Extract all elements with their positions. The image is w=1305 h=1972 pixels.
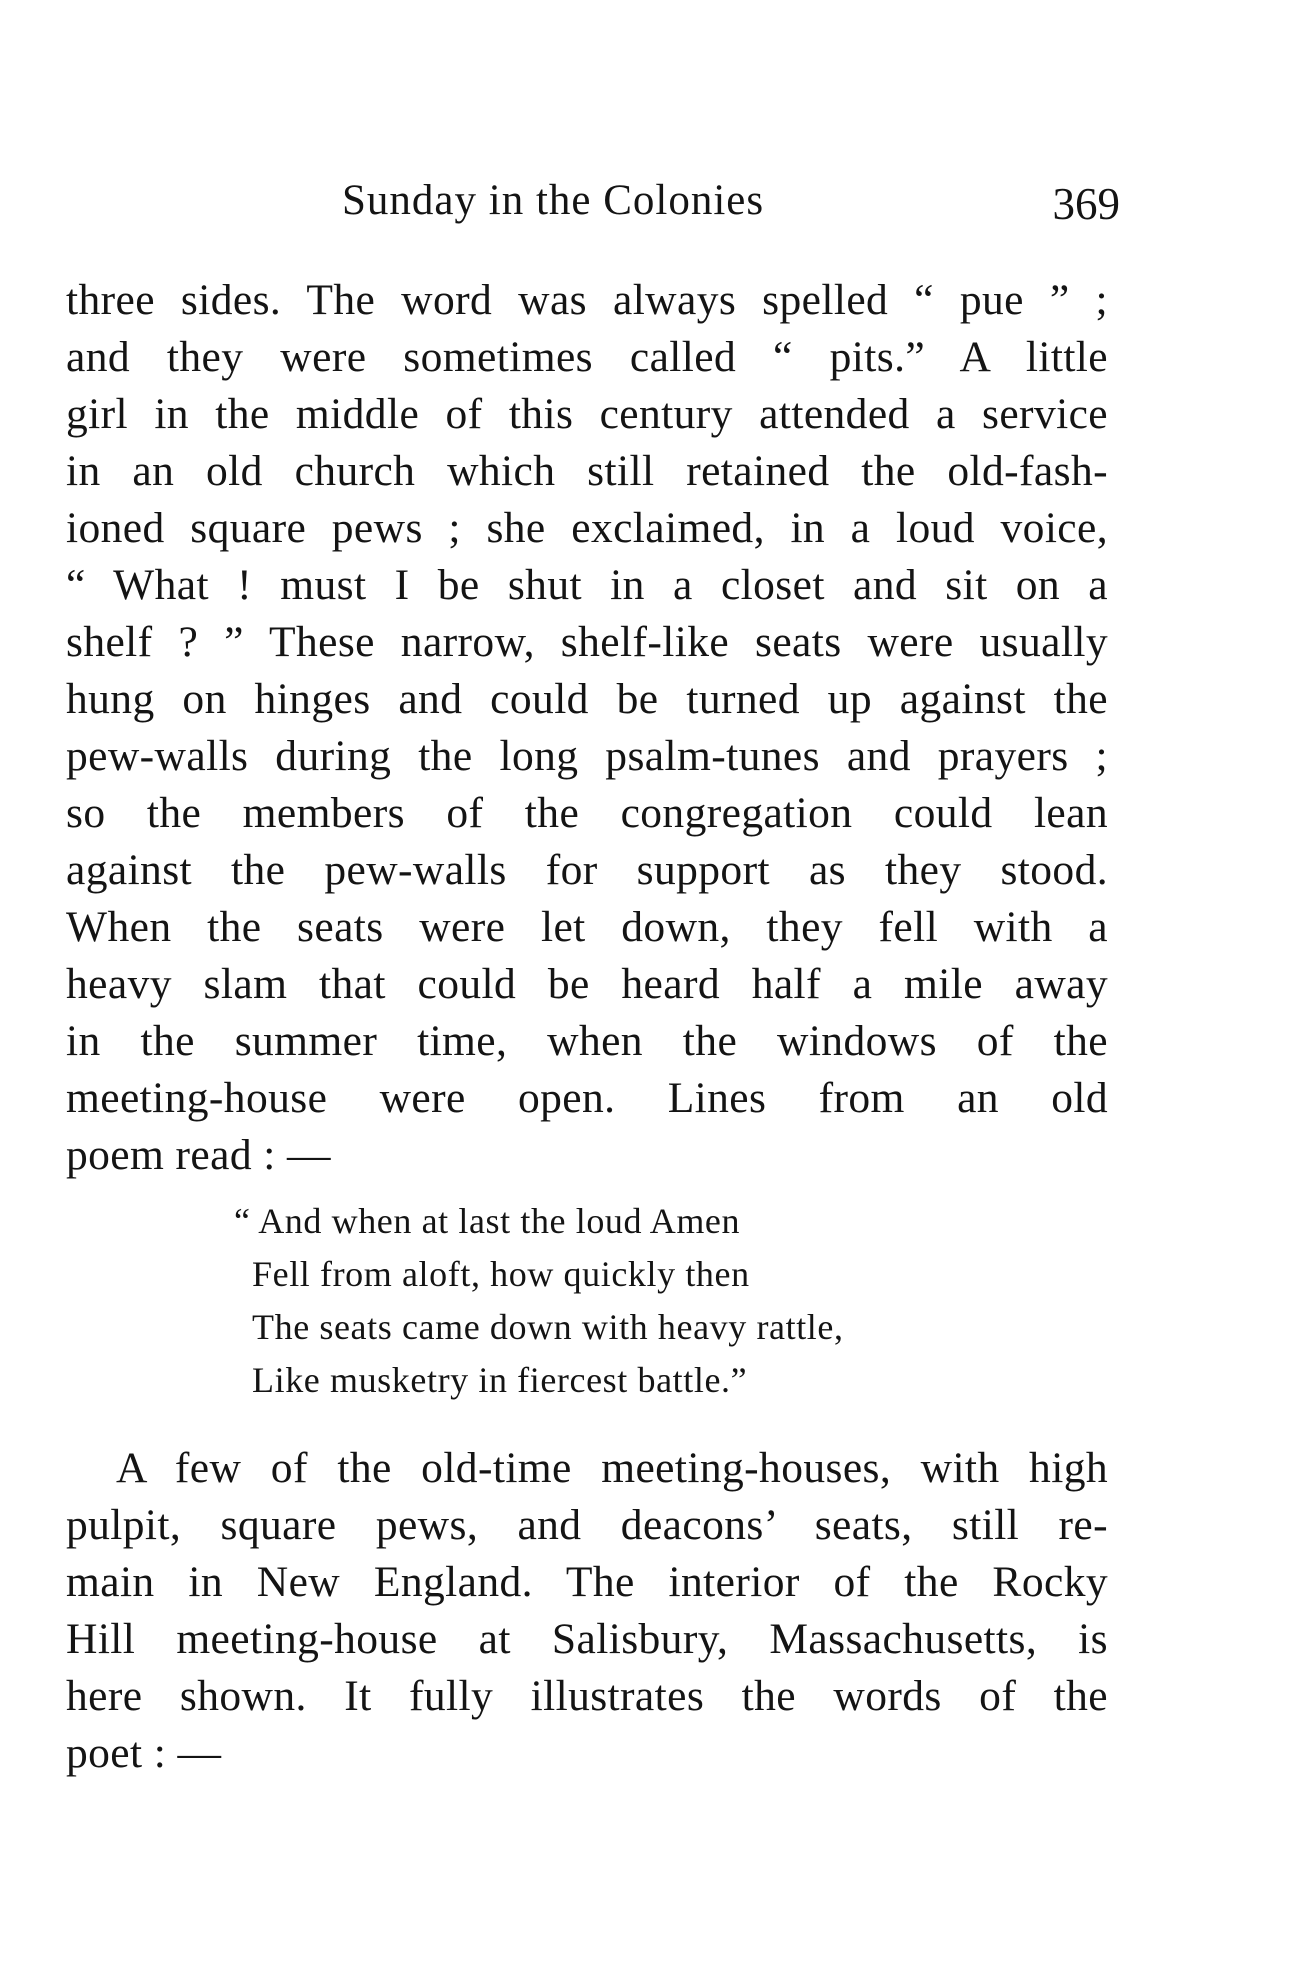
verse-line: “ And when at last the loud Amen xyxy=(234,1201,741,1241)
verse-quotation xyxy=(234,1195,972,1407)
text-line: here shown. It fully illustrates the words of the xyxy=(66,1672,1108,1720)
text-line: girl in the middle of this century attended a service xyxy=(66,390,1108,438)
text-line: heavy slam that could be heard half a mile away xyxy=(66,960,1108,1008)
text-line: and they were sometimes called “ pits.” A little xyxy=(66,333,1108,381)
text-line: “ What ! must I be shut in a closet and sit on a xyxy=(66,561,1108,609)
running-title: Sunday in the Colonies xyxy=(342,177,765,224)
paragraph-1 xyxy=(66,272,1108,1184)
text-line: ioned square pews ; she exclaimed, in a loud voice, xyxy=(66,504,1108,552)
paragraph-2 xyxy=(66,1440,1108,1782)
text-line: poet : — xyxy=(66,1729,222,1777)
text-line: in an old church which still retained the old-fash- xyxy=(66,447,1108,495)
text-line: When the seats were let down, they fell with a xyxy=(66,903,1108,951)
verse-line: Like musketry in fiercest battle.” xyxy=(252,1360,748,1400)
text-line: main in New England. The interior of the Rocky xyxy=(66,1558,1108,1606)
text-line: shelf ? ” These narrow, shelf-like seats were usually xyxy=(66,618,1108,666)
text-line: pulpit, square pews, and deacons’ seats, still re- xyxy=(66,1501,1108,1549)
text-line: three sides. The word was always spelled “ pue ” ; xyxy=(66,276,1108,324)
text-line: A few of the old-time meeting-houses, with high xyxy=(116,1444,1108,1492)
text-line: in the summer time, when the windows of the xyxy=(66,1017,1108,1065)
text-line: Hill meeting-house at Salisbury, Massachusetts, is xyxy=(66,1615,1108,1663)
running-head xyxy=(330,176,1120,236)
text-line: against the pew-walls for support as they stood. xyxy=(66,846,1108,894)
text-line: poem read : — xyxy=(66,1131,331,1179)
text-line: so the members of the congregation could lean xyxy=(66,789,1108,837)
text-line: meeting-house were open. Lines from an old xyxy=(66,1074,1108,1122)
text-line: pew-walls during the long psalm-tunes and prayers ; xyxy=(66,732,1108,780)
verse-line: The seats came down with heavy rattle, xyxy=(252,1307,844,1347)
verse-line: Fell from aloft, how quickly then xyxy=(252,1254,750,1294)
text-line: hung on hinges and could be turned up against the xyxy=(66,675,1108,723)
page-number: 369 xyxy=(1052,179,1120,229)
